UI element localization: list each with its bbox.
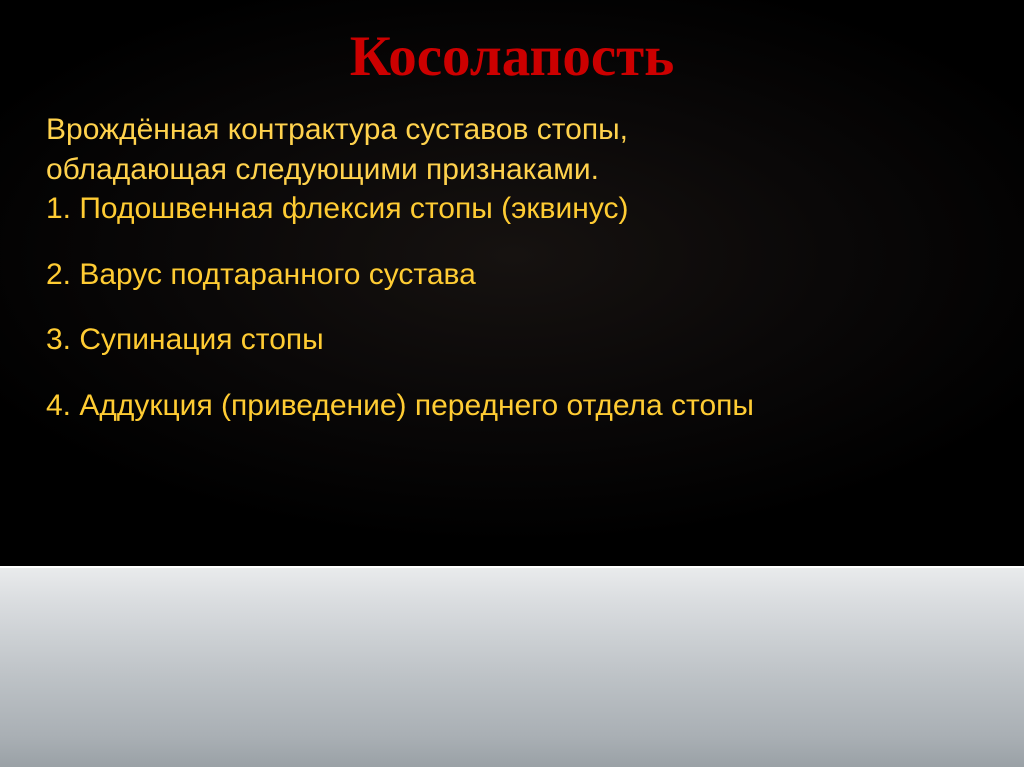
slide-footer-band [0,568,1024,767]
list-item: 1. Подошвенная флексия стопы (эквинус) [46,192,629,226]
intro-line-1: Врождённая контрактура суставов стопы, [46,113,628,146]
spacer [46,360,986,386]
spacer [46,229,986,255]
intro-line-2: обладающая следующими признаками. [46,152,599,186]
spacer [46,294,986,320]
list-item: 3. Супинация стопы [46,323,324,357]
page-title: Косолапость [349,25,675,88]
slide-body [46,110,986,426]
list-item: 4. Аддукция (приведение) переднего отдела стопы [46,388,754,422]
list-item: 2. Варус подтаранного сустава [46,257,476,291]
